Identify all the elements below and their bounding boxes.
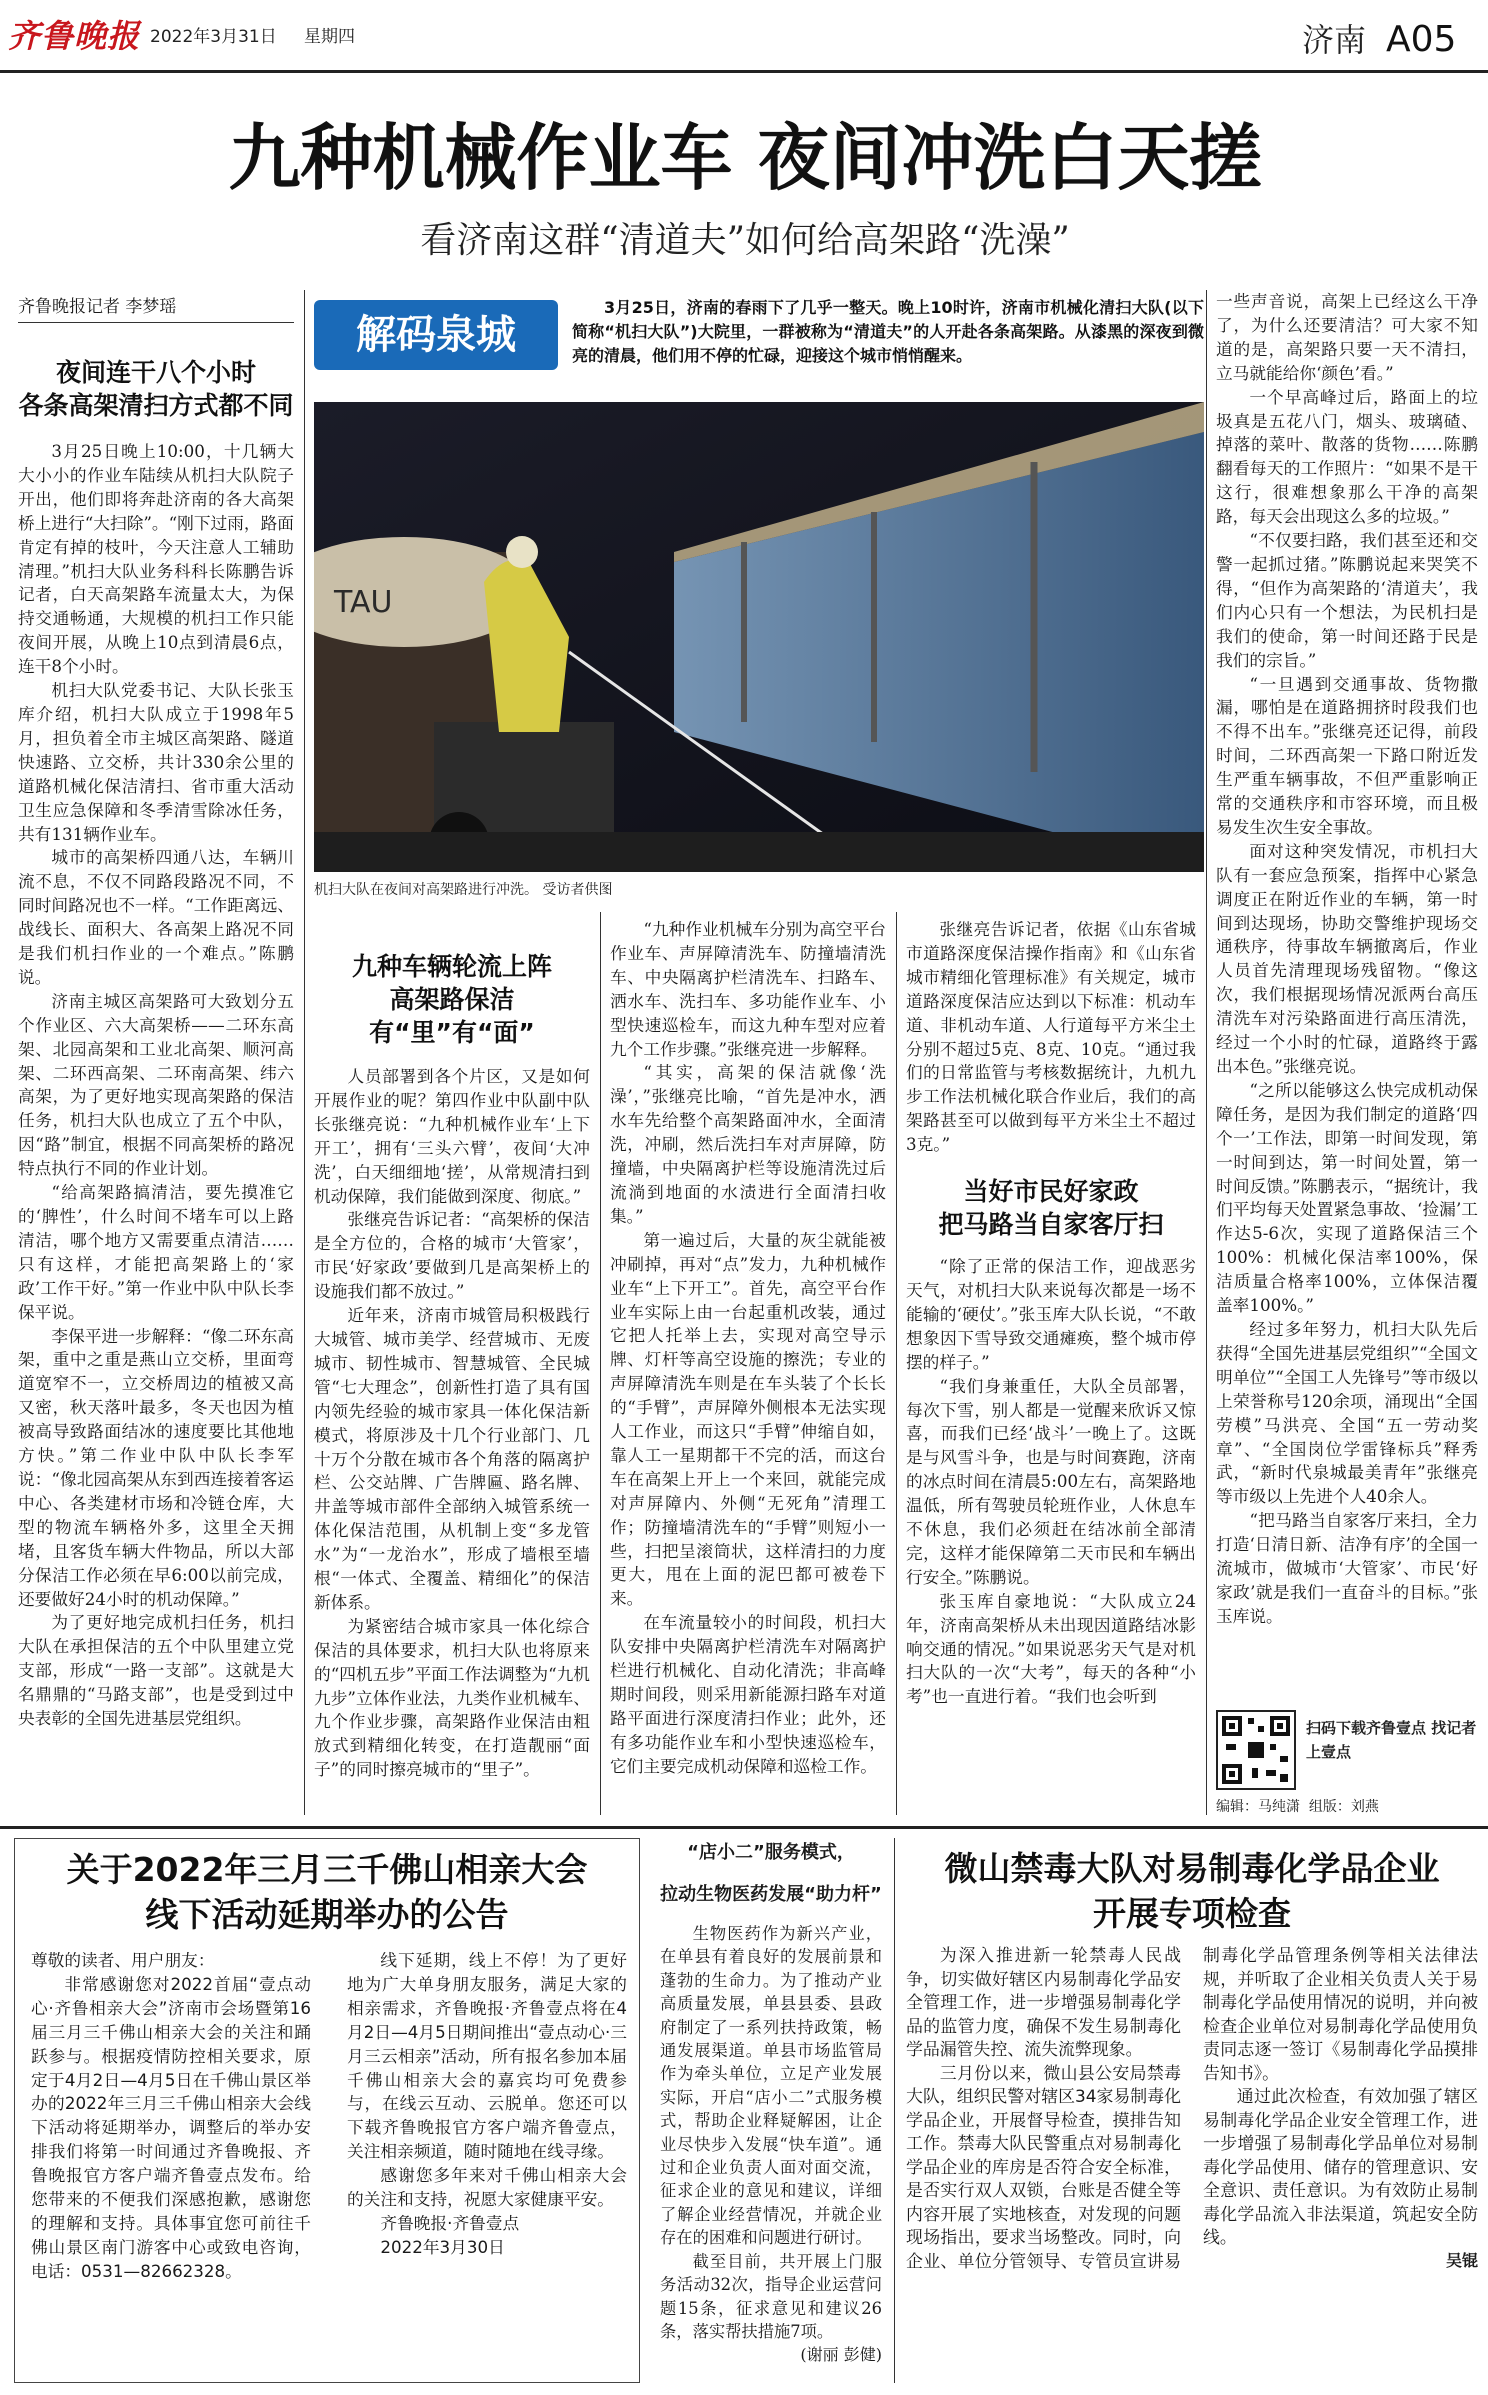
col4 [906, 918, 1196, 1815]
qr-code-icon [1218, 1712, 1294, 1788]
col5-paragraph: 一个早高峰过后，路面上的垃圾真是五花八门，烟头、玻璃碴、掉落的菜叶、散落的货物……陈鹏翻看每天的工作照片：“如果不是干这行，很难想象那么干净的高架路，每天会出现这么多的垃圾。” [1216, 386, 1478, 527]
notice-paragraph: 非常感谢您对2022首届“壹点动心·齐鲁相亲大会”济南市会场暨第16届三月三千佛山相亲大会的关注和踊跃参与。根据疫情防控相关要求，原定于4月2日—4月5日在千佛山景区举办的2022年三月三千佛山相亲大会线下活动将延期举办，调整后的举办安排我们将第一时间通过齐鲁晚报、齐鲁晚报官方客户端齐鲁壹点发布。给您带来的不便我们深感抱歉，感谢您的理解和支持。具体事宜您可前往千佛山景区南门游客中心或致电咨询，电话：0531—82662328。 [31, 1973, 311, 2281]
main-subheadline: 看济南这群“清道夫”如何给高架路“洗澡” [420, 220, 1070, 261]
col1-paragraph: “给高架路搞清洁，要先摸准它的‘脾性’，什么时间不堵车可以上路清洁，哪个地方又需要重点清洁……只有这样，才能把高架路上的‘家政’工作干好。”第一作业中队中队长李保平说。 [18, 1182, 294, 1322]
main-photo [314, 402, 1204, 872]
masthead-rule [0, 70, 1488, 73]
main-headline: 九种机械作业车 夜间冲洗白天搓 [228, 116, 1262, 200]
col5-paragraph: 面对这种突发情况，市机扫大队有一套应急预案，指挥中心紧急调度正在附近作业的车辆，第一时间到达现场，协助交警维护现场交通秩序，待事故车辆撤离后，作业人员首先清理现场残留物。“像这次，我们根据现场情况派两台高压清洗车对污染路面进行高压清洗，经过一个小时的忙碌，道路终于露出本色。”张继亮说。 [1216, 840, 1478, 1076]
column-badge-text: 解码泉城 [356, 312, 516, 358]
right-title-line1: 微山禁毒大队对易制毒化学品企业 [944, 1849, 1440, 1888]
col1-paragraph: 李保平进一步解释：“像二环东高架，重中之重是燕山立交桥，里面弯道宽窄不一，立交桥周边的植被又高又密，秋天落叶最多，冬天也因为植被高导致路面结冰的速度要比其他地方快。”第二作业中队中队长李军说：“像北园高架从东到西连接着客运中心、各类建材市场和冷链仓库，大型的物流车辆格外多，这里全天拥堵，且客货车辆大件物品，所以大部分保洁工作必须在早6:00以前完成，还要做好24小时的机动保障。” [18, 1325, 294, 1609]
col2 [314, 918, 590, 1815]
col5-paragraph: “不仅要扫路，我们甚至还和交警一起抓过猪。”陈鹏说起来哭笑不得，“但作为高架路的‘清道夫’，我们内心只有一个想法，为民机扫是我们的使命，第一时间还路于民是我们的宗旨。” [1216, 530, 1478, 670]
col1-subhead-line1: 夜间连干八个小时 [55, 358, 256, 387]
night-cleaning-photo [314, 402, 1204, 872]
col2-paragraph: 近年来，济南市城管局积极践行大城管、城市美学、经营城市、无废城市、韧性城市、智慧城管、全民城管“七大理念”，创新性打造了具有国内领先经验的城市家具一体化保洁新模式，将原涉及十几个行业部门、几十万个分散在城市各个角落的隔离护栏、公交站牌、广告牌匾、路名牌、井盖等城市部件全部纳入城管系统一体化保洁范围，从机制上变“多龙管水”为“一龙治水”，形成了墙根至墙根“一体式、全覆盖、精细化”的保洁新体系。 [314, 1305, 590, 1612]
col5 [1216, 290, 1478, 1700]
col4-paragraph: 张玉库自豪地说：“大队成立24年，济南高架桥从未出现因道路结冰影响交通的情况。”如果说恶劣天气是对机扫大队的一次“大考”，每天的各种“小考”也一直进行着。“我们也会听到 [906, 1590, 1196, 1707]
col3-paragraph: 第一遍过后，大量的灰尘就能被冲刷掉，再对“点”发力，九种机械作业车“上下开工”。首先，高空平台作业车实际上由一台起重机改装，通过它把人托举上去，实现对高空导示牌、灯杆等高空设施的擦洗；专业的声屏障清洗车则是在车头装了个长长的“手臂”，声屏障外侧根本无法实现人工作业，而这只“手臂”伸缩自如，靠人工一星期都干不完的活，而这台车在高架上开上一个来回，就能完成对声屏障内、外侧“无死角”清理工作；防撞墙清洗车的“手臂”则短小一些，扫把呈滚筒状，这样清扫的力度更大，甩在上面的泥巴都可被卷下来。 [610, 1229, 886, 1609]
middle-paragraph: 生物医药作为新兴产业，在单县有着良好的发展前景和蓬勃的生命力。为了推动产业高质量发展，单县县委、县政府制定了一系列扶持政策，畅通发展渠道。单县市场监管局作为牵头单位，立足产业发展实际，开启“店小二”式服务模式，帮助企业释疑解困，让企业尽快步入发展“快车道”。通过和企业负责人面对面交流，征求企业的意见和建议，详细了解企业经营情况，并就企业存在的困难和问题进行研讨。 [660, 1924, 882, 2248]
col2-subhead-line2: 高架路保洁有“里”有“面” [369, 985, 535, 1047]
col1-paragraph: 城市的高架桥四通八达，车辆川流不息，不仅不同路段路况不同，不同时间路况也不一样。“工作距离远、战线长、面积大、各高架上路况不同是我们机扫作业的一个难点。”陈鹏说。 [18, 847, 294, 987]
col3 [610, 918, 886, 1815]
middle-paragraph: 截至目前，共开展上门服务活动32次，指导企业运营问题15条，征求意见和建议26条，落实帮扶措施7项。 [660, 2251, 882, 2341]
col5-paragraph: 一些声音说，高架上已经这么干净了，为什么还要清洁？可大家不知道的是，高架路只要一天不清扫，立马就能给你‘颜色’看。” [1216, 291, 1478, 383]
col1-paragraph: 为了更好地完成机扫任务，机扫大队在承担保洁的五个中队里建立党支部，形成“一路一支部”。这就是大名鼎鼎的“马路支部”，也是受到过中央表彰的全国先进基层党组织。 [18, 1612, 294, 1729]
middle-article [660, 1838, 882, 2383]
notice-signature: 齐鲁晚报·齐鲁壹点 [380, 2212, 520, 2233]
masthead-logo: 齐鲁晚报 [8, 17, 141, 55]
column-divider [600, 912, 601, 1815]
col5-paragraph: “之所以能够这么快完成机动保障任务，是因为我们制定的道路‘四个一’工作法，即第一时间发现，第一时间到达，第一时间处置，第一时间反馈。”陈鹏表示，“据统计，我们平均每天处置紧急事故、‘捡漏’工作达5-6次，实现了道路保洁三个100%：机械化保洁率100%，保洁质量合格率100%，立体保洁覆盖率100%。” [1216, 1079, 1478, 1316]
column-divider [1206, 290, 1207, 1815]
byline-rule [18, 322, 294, 323]
col2-paragraph: 张继亮告诉记者：“高架桥的保洁是全方位的，合格的城市‘大管家’，市民‘好家政’要做到几是高架桥上的设施我们都不放过。” [314, 1209, 590, 1302]
byline: 齐鲁晚报记者 李梦瑶 [18, 297, 177, 317]
middle-title-line1: “店小二”服务模式， [687, 1842, 855, 1863]
col1-subhead-line2: 各条高架清扫方式都不同 [18, 391, 294, 420]
notice-paragraph: 线下延期，线上不停！为了更好地为广大单身朋友服务，满足大家的相亲需求，齐鲁晚报·齐鲁壹点将在4月2日—4月5日期间推出“壹点动心·三月三云相亲”活动，所有报名参加本届千佛山相亲大会的嘉宾均可免费参与，在线云互动、云脱单。您还可以下载齐鲁晚报官方客户端齐鲁壹点，关注相亲频道，随时随地在线寻缘。 [347, 1950, 627, 2162]
col1 [18, 356, 294, 1826]
column-divider [894, 1838, 895, 2383]
lead-paragraph: 3月25日，济南的春雨下了几乎一整天。晚上10时许，济南市机械化清扫大队(以下简称“机扫大队”)大院里，一群被称为“清道夫”的人开赴各条高架路。从漆黑的深夜到微亮的清晨，他们用不停的忙碌，迎接这个城市悄悄醒来。 [572, 298, 1204, 365]
column-divider [896, 912, 897, 1815]
col2-paragraph: 人员部署到各个片区，又是如何开展作业的呢？第四作业中队副中队长张继亮说：“九种机械作业车‘上下开工’，拥有‘三头六臂’，夜间‘大冲洗’，白天细细地‘搓’，从常规清扫到机动保障，我们能做到深度、彻底。” [314, 1066, 590, 1206]
notice-title-line2: 线下活动延期举办的公告 [145, 1895, 509, 1934]
qr-caption: 扫码下载齐鲁壹点 找记者 上壹点 [1306, 1719, 1477, 1761]
col2-paragraph: 为紧密结合城市家具一体化综合保洁的具体要求，机扫大队也将原来的“四机五步”平面工作法调整为“九机九步”立体作业法，九类作业机械车、九个作业步骤，高架路作业保洁由粗放式到精细化转变，在打造靓丽“面子”的同时擦亮城市的“里子”。 [314, 1615, 590, 1780]
right-article [906, 1838, 1478, 2388]
col5-paragraph: 经过多年努力，机扫大队先后获得“全国先进基层党组织”“全国文明单位”“全国工人先锋号”等市级以上荣誉称号120余项，涌现出“全国劳模”马洪亮、全国“五一劳动奖章”、“全国岗位学雷锋标兵”释秀武，“新时代泉城最美青年”张继亮等市级以上先进个人40余人。 [1216, 1318, 1478, 1507]
right-paragraph: 通过此次检查，有效加强了辖区易制毒化学品企业安全管理工作，进一步增强了易制毒化学品单位对易制毒化学品使用、储存的管理意识、安全意识、责任意识。为有效防止易制毒化学品流入非法渠道，筑起安全防线。 [1203, 2086, 1478, 2247]
qr-code[interactable] [1216, 1710, 1296, 1790]
notice-box [14, 1838, 640, 2383]
notice-paragraph: 感谢您多年来对千佛山相亲大会的关注和支持，祝愿大家健康平安。 [347, 2165, 627, 2210]
photo-caption: 机扫大队在夜间对高架路进行冲洗。 受访者供图 [314, 882, 613, 898]
col4-paragraph: 张继亮告诉记者，依据《山东省城市道路深度保洁操作指南》和《山东省城市精细化管理标准》有关规定，城市道路深度保洁应达到以下标准：机动车道、非机动车道、人行道每平方米尘土分别不超过5克、8克、10克。“通过我们的日常监管与考核数据统计，九机九步工作法机械化联合作业后，我们的高架路甚至可以做到每平方米尘土不超过3克。” [906, 919, 1196, 1155]
col4-paragraph: “除了正常的保洁工作，迎战恶劣天气，对机扫大队来说每次都是一场不能输的‘硬仗’。”张玉库大队长说，“不敢想象因下雪导致交通瘫痪，整个城市停摆的样子。” [906, 1256, 1196, 1372]
right-body [906, 1944, 1478, 2384]
col3-paragraph: 在车流量较小的时间段，机扫大队安排中央隔离护栏清洗车对隔离护栏进行机械化、自动化清洗；非高峰期时间段，则采用新能源扫路车对道路平面进行深度清扫作业；此外，还有多功能作业车和小型快速巡检车，它们主要完成机动保障和巡检工作。 [610, 1612, 886, 1776]
middle-author: (谢丽 彭健) [800, 2345, 882, 2365]
masthead-section: 济南 [1302, 21, 1367, 59]
col1-paragraph: 机扫大队党委书记、大队长张玉库介绍，机扫大队成立于1998年5月，担负着全市主城区高架路、隧道快速路、立交桥，共计330余公里的道路机械化保洁清扫、省市重大活动卫生应急保障和冬季清雪除冰任务，共有131辆作业车。 [18, 680, 294, 844]
col2-subhead-line1: 九种车辆轮流上阵 [351, 952, 552, 981]
col3-paragraph: “九种作业机械车分别为高空平台作业车、声屏障清洗车、防撞墙清洗车、中央隔离护栏清洗车、扫路车、洒水车、洗扫车、多功能作业车、小型快速巡检车，而这九种车型对应着九个工作步骤。”张继亮进一步解释。 [610, 919, 886, 1059]
col3-paragraph: “其实，高架的保洁就像‘洗澡’，”张继亮比喻，“首先是冲水，洒水车先给整个高架路面冲水，全面清洗，冲刷，然后洗扫车对声屏障，防撞墙，中央隔离护栏等设施清洗过后流淌到地面的水渍进行全面清扫收集。” [610, 1062, 886, 1226]
right-title-line2: 开展专项检查 [1093, 1894, 1291, 1933]
column-badge [314, 300, 558, 370]
right-paragraph: 为深入推进新一轮禁毒人民战争，切实做好辖区内易制毒化学品安全管理工作，进一步增强易制毒化学品的监管力度，确保不发生易制毒化学品漏管失控、流失流弊现象。 [906, 1945, 1181, 2059]
notice-title-line1: 关于2022年三月三千佛山相亲大会 [66, 1850, 588, 1889]
col4-paragraph: “我们身兼重任，大队全员部署，每次下雪，别人都是一觉醒来欣诉又惊喜，而我们已经‘战斗’一晚上了。这既是与风雪斗争，也是与时间赛跑，济南的冰点时间在清晨5:00左右，高架路地温低，所有驾驶员轮班作业，人休息车不休息，我们必须赶在结冰前全部清完，这样才能保障第二天市民和车辆出行安全。”陈鹏说。 [906, 1375, 1196, 1587]
masthead [0, 0, 1488, 80]
col4-subhead-line1: 当好市民好家政 [963, 1177, 1139, 1207]
right-paragraph: 三月份以来，微山县公安局禁毒大队，组织民警对辖区34家易制毒化学品企业，开展督导检查，摸排告知工作。禁毒大队民警重点对易制毒化学品企业的库房是否符合安全标准，是否实行双人双锁，台账是否健全等内容开展了实地核查，对发现的问题现场指出，要求当场整改。同时，向企业、单位分管领导、专管员宣讲易制毒化学品管理条例等相关法律法规，并听取了企业相关负责人关于易制毒化学品使用情况的说明，并向被检查企业单位对易制毒化学品使用负责同志逐一签订《易制毒化学品摸排告知书》。 [906, 1945, 1478, 2271]
masthead-date: 2022年3月31日 [150, 27, 277, 47]
col1-paragraph: 济南主城区高架路可大致划分五个作业区、六大高架桥——二环东高架、北园高架和工业北高架、顺河高架、二环西高架、二环南高架、纬六高架，为了更好地实现高架路的保洁任务，机扫大队也成立了五个中队，因“路”制宜，根据不同高架桥的路况特点执行不同的作业计划。 [18, 990, 294, 1179]
right-author: 吴锟 [1445, 2250, 1478, 2270]
col5-paragraph: “一旦遇到交通事故、货物撒漏，哪怕是在道路拥挤时段我们也不得不出车。”张继亮还记得，前段时间，二环西高架一下路口附近发生严重车辆事故，不但严重影响正常的交通秩序和市容环境，而且极易发生次生安全事故。 [1216, 673, 1478, 837]
editor-credits: 编辑：马纯潇 组版：刘燕 [1216, 1799, 1379, 1815]
notice-col-right [347, 1949, 627, 2374]
section-divider [0, 1826, 1488, 1829]
masthead-page-number: A05 [1386, 19, 1457, 60]
notice-col-left [31, 1949, 311, 2374]
column-divider [304, 290, 305, 1815]
col5-paragraph: “把马路当自家客厅来扫，全力打造‘日清日新、洁净有序’的全国一流城市，做城市‘大管家’、市民‘好家政’就是我们一直奋斗的目标。”张玉库说。 [1216, 1510, 1478, 1626]
svg-text:TAU: TAU [334, 585, 393, 620]
notice-greeting: 尊敬的读者、用户朋友： [31, 1950, 215, 1970]
col1-paragraph: 3月25日晚上10:00，十几辆大大小小的作业车陆续从机扫大队院子开出，他们即将奔赴济南的各大高架桥上进行“大扫除”。“刚下过雨，路面肯定有掉的枝叶，今天注意人工辅助清理。”机扫大队业务科科长陈鹏告诉记者，白天高架路车流量太大，为保持交通畅通，大规模的机扫工作只能夜间开展，从晚上10点到清晨6点，连干8个小时。 [18, 441, 294, 677]
masthead-weekday: 星期四 [304, 27, 355, 47]
middle-title-line2: 拉动生物医药发展“助力杆” [660, 1884, 882, 1905]
notice-date: 2022年3月30日 [380, 2236, 505, 2257]
col4-subhead-line2: 把马路当自家客厅扫 [938, 1210, 1164, 1240]
